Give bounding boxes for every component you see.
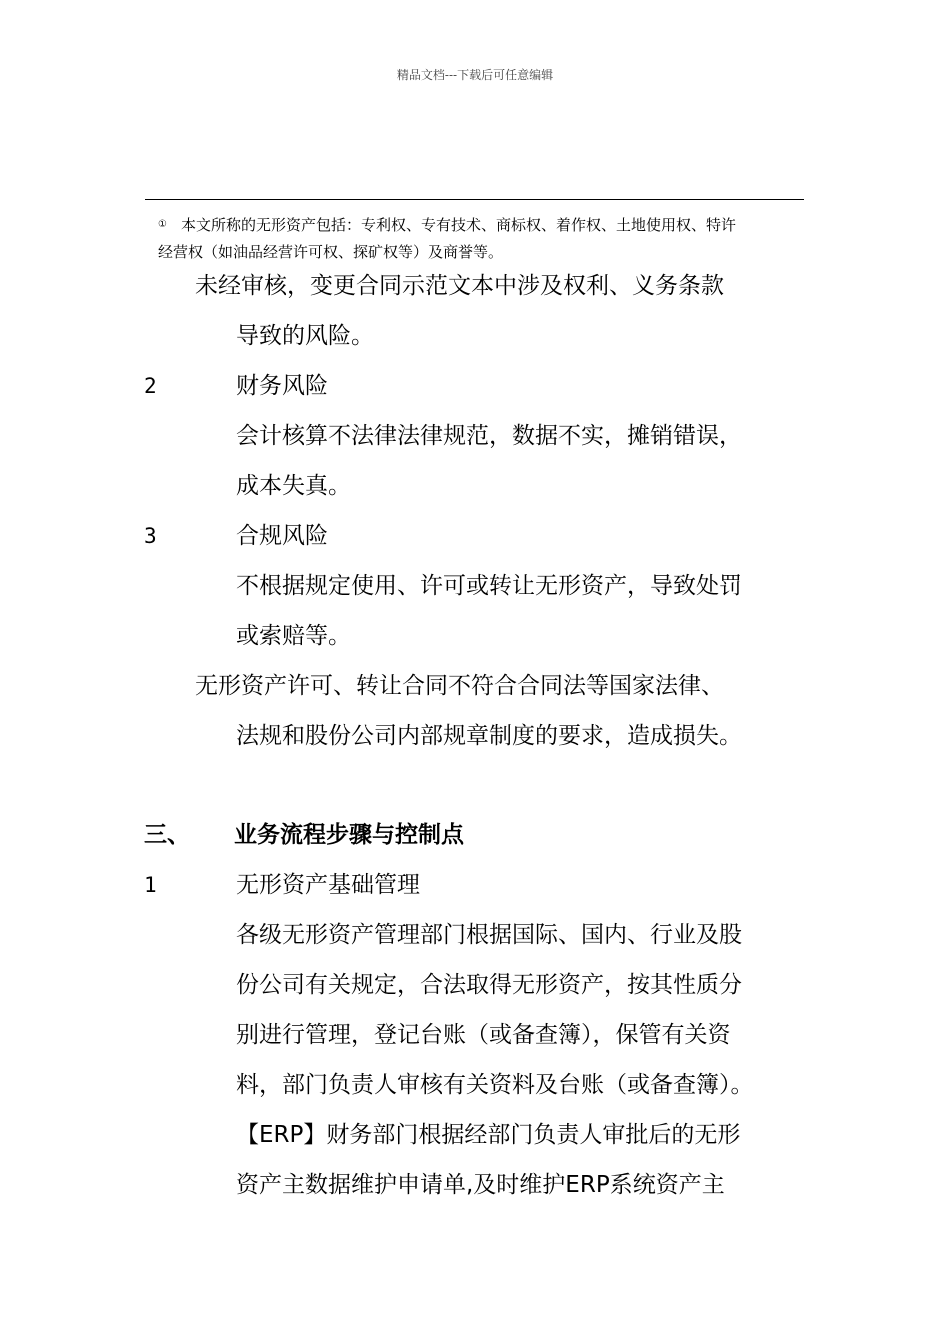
item-3-number: 3 <box>144 524 157 548</box>
item-2-line-2: 成本失真。 <box>236 473 351 499</box>
step-1-number: 1 <box>144 873 157 897</box>
step-1-line: 别进行管理，登记台账（或备查簿），保管有关资 <box>236 1022 731 1048</box>
contract-text-line-2: 法规和股份公司内部规章制度的要求，造成损失。 <box>236 723 742 749</box>
section-3-number: 三、 <box>144 822 190 848</box>
contract-text-line-1: 无形资产许可、转让合同不符合合同法等国家法律、 <box>195 673 724 699</box>
step-1-line: 资产主数据维护申请单,及时维护ERP系统资产主 <box>236 1172 725 1198</box>
risk-text-line-2: 导致的风险。 <box>236 323 374 349</box>
footnote-line-1 <box>158 213 808 240</box>
footnote-line-2: 经营权（如油品经营许可权、探矿权等）及商誉等。 <box>158 243 504 261</box>
step-1-line: 【ERP】财务部门根据经部门负责人审批后的无形 <box>236 1122 741 1148</box>
step-1-line: 各级无形资产管理部门根据国际、国内、行业及股 <box>236 922 742 948</box>
footnote-separator <box>145 199 804 200</box>
item-2-title: 财务风险 <box>236 373 328 399</box>
step-1-line: 料，部门负责人审核有关资料及台账（或备查簿）。 <box>236 1072 754 1098</box>
footnote <box>158 213 808 264</box>
section-3-title: 业务流程步骤与控制点 <box>234 822 464 848</box>
step-1-line: 份公司有关规定，合法取得无形资产，按其性质分 <box>236 972 742 998</box>
item-3-title: 合规风险 <box>236 523 328 549</box>
footnote-marker: ① <box>158 219 167 230</box>
footnote-text-1: 本文所称的无形资产包括：专利权、专有技术、商标权、着作权、土地使用权、特许 <box>180 216 736 234</box>
step-1-title: 无形资产基础管理 <box>236 872 420 898</box>
risk-text-line-1: 未经审核，变更合同示范文本中涉及权利、义务条款 <box>195 273 724 299</box>
item-3-line-2: 或索赔等。 <box>236 623 351 649</box>
page-header: 精品文档---下载后可任意编辑 <box>396 68 554 82</box>
item-2-line-1: 会计核算不法律法律规范，数据不实，摊销错误， <box>236 423 742 449</box>
item-3-line-1: 不根据规定使用、许可或转让无形资产，导致处罚 <box>236 573 742 599</box>
item-2-number: 2 <box>144 374 157 398</box>
